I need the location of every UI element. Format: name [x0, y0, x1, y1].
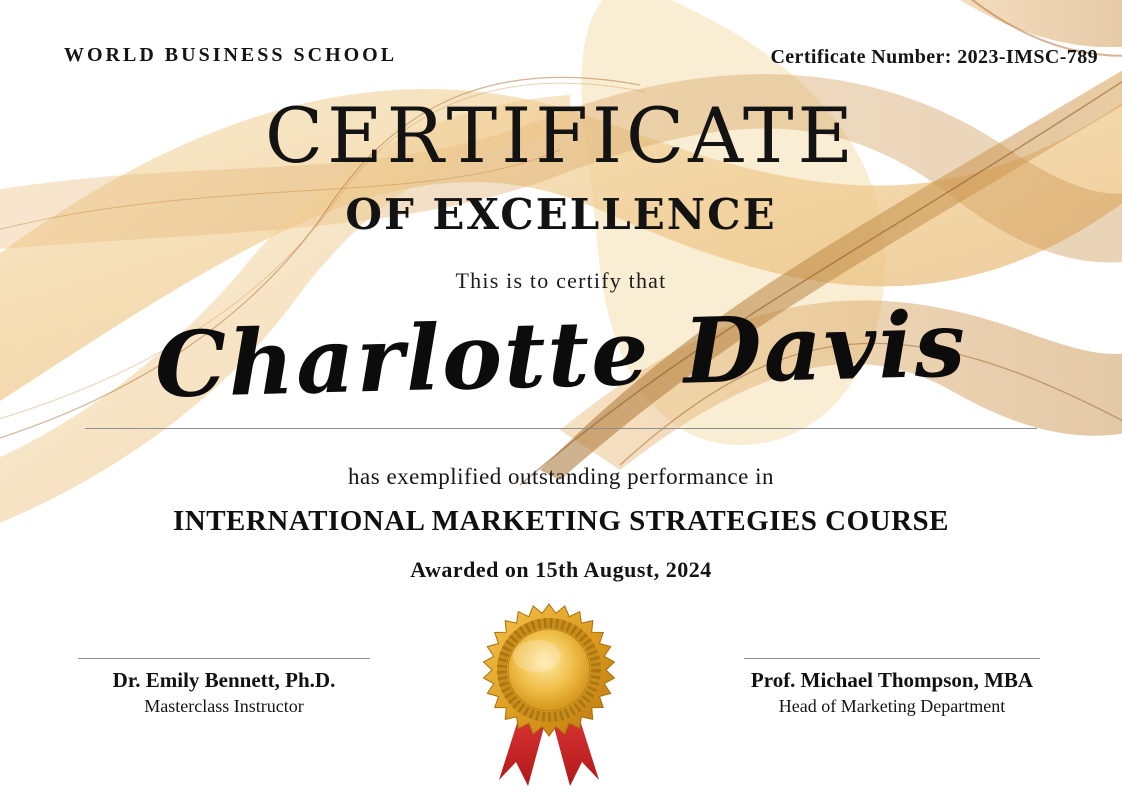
- signatory-left-name: Dr. Emily Bennett, Ph.D.: [112, 668, 336, 692]
- signature-line-right: [744, 658, 1040, 659]
- certificate-title: CERTIFICATE: [264, 91, 858, 180]
- signatory-right-title: Head of Marketing Department: [778, 696, 1006, 716]
- award-date: Awarded on 15th August, 2024: [410, 557, 712, 582]
- course-name: INTERNATIONAL MARKETING STRATEGIES COURSE: [172, 505, 949, 537]
- signatory-right-name: Prof. Michael Thompson, MBA: [750, 668, 1034, 692]
- signature-line-left: [78, 658, 370, 659]
- gold-medal-ribbon-icon: [459, 598, 639, 793]
- certificate-number: Certificate Number: 2023-IMSC-789: [770, 46, 1098, 68]
- signature-block-right: [744, 658, 1040, 717]
- school-name: WORLD BUSINESS SCHOOL: [64, 44, 398, 66]
- performance-text: has exemplified outstanding performance in: [348, 464, 774, 489]
- certificate-subtitle: OF EXCELLENCE: [345, 190, 777, 239]
- recipient-name: Charlotte Davis: [153, 291, 969, 419]
- signature-block-left: [78, 658, 370, 717]
- certify-text: This is to certify that: [455, 268, 667, 293]
- recipient-name-underline: [85, 428, 1037, 429]
- signatory-left-title: Masterclass Instructor: [144, 696, 304, 716]
